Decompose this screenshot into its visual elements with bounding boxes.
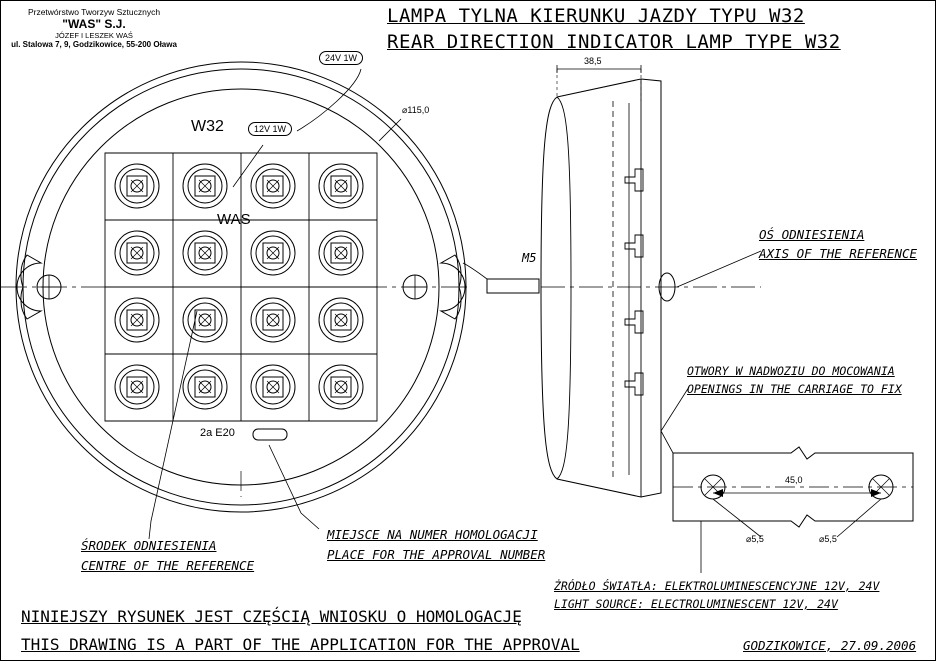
company-stamp-line3: JÓZEF I LESZEK WAŚ	[55, 31, 133, 40]
callout-light-source-pl: ŻRÓDŁO ŚWIATŁA: ELEKTROLUMINESCENCYJNE 12V, 24V	[554, 579, 880, 593]
front-view-type-label: W32	[191, 118, 224, 135]
led-element	[115, 164, 159, 208]
led-element	[251, 298, 295, 342]
hole-dim-leader-right	[837, 499, 881, 537]
led-element	[183, 231, 227, 275]
lens-inner-contour	[557, 97, 571, 479]
lamp-body-profile	[541, 79, 661, 497]
voltage-tag-12v: 12V 1W	[248, 122, 292, 136]
led-element	[319, 365, 363, 409]
title-line-en: REAR DIRECTION INDICATOR LAMP TYPE W32	[387, 31, 841, 53]
led-element	[183, 365, 227, 409]
m5-stud	[487, 279, 539, 293]
led-element	[251, 231, 295, 275]
company-stamp-line4: ul. Stalowa 7, 9, Godzikowice, 55-200 Oława	[11, 40, 177, 49]
footer-note-pl: NINIEJSZY RYSUNEK JEST CZĘŚCIĄ WNIOSKU O HOMOLOGACJĘ	[21, 607, 522, 626]
front-view-brand-label: WAS	[217, 211, 251, 228]
voltage-tag-24v: 24V 1W	[319, 51, 363, 65]
led-element	[251, 365, 295, 409]
callout-centre-reference-pl: ŚRODEK ODNIESIENIA	[81, 538, 217, 553]
detail-center-distance-dim: 45,0	[785, 475, 803, 485]
led-element	[251, 164, 295, 208]
led-element	[183, 164, 227, 208]
led-element	[115, 231, 159, 275]
callout-approval-place-pl: MIEJSCE NA NUMER HOMOLOGACJI	[327, 527, 538, 542]
led-element	[183, 298, 227, 342]
led-element	[319, 231, 363, 275]
hole-dim-leader-left	[713, 499, 761, 537]
company-stamp-line1: Przetwórstwo Tworzyw Sztucznych	[27, 7, 161, 17]
front-view-group	[1, 62, 471, 512]
side-view-group	[463, 65, 761, 497]
led-array	[115, 164, 363, 409]
callout-openings-pl: OTWORY W NADWOZIU DO MOCOWANIA	[687, 364, 895, 378]
callout-axis-reference-en: AXIS OF THE REFERENCE	[759, 246, 918, 261]
side-view-depth-dim: 38,5	[584, 56, 602, 66]
mounting-detail-group	[661, 387, 913, 537]
company-stamp-line2: "WAS" S.J.	[62, 17, 126, 31]
diameter-leader	[379, 119, 401, 141]
internal-fittings	[625, 169, 643, 395]
m5-leader	[463, 263, 487, 279]
detail-hole-dim-left: ⌀5,5	[746, 534, 764, 544]
footer-note-en: THIS DRAWING IS A PART OF THE APPLICATION FOR THE APPROVAL	[21, 635, 580, 654]
callout-centre-reference-en: CENTRE OF THE REFERENCE	[81, 558, 255, 573]
footer-place-date: GODZIKOWICE, 27.09.2006	[743, 638, 917, 653]
callout-approval-place-en: PLACE FOR THE APPROVAL NUMBER	[327, 547, 546, 562]
openings-note-leader	[661, 387, 689, 453]
detail-hole-dim-right: ⌀5,5	[819, 534, 837, 544]
callout-light-source-en: LIGHT SOURCE: ELECTROLUMINESCENT 12V, 24V	[554, 597, 838, 611]
led-element	[319, 164, 363, 208]
approval-number-slot	[253, 429, 287, 440]
approval-mark-label: 2a E20	[200, 427, 235, 439]
axis-reference-leader	[677, 251, 761, 287]
title-line-pl: LAMPA TYLNA KIERUNKU JAZDY TYPU W32	[387, 5, 805, 27]
callout-openings-en: OPENINGS IN THE CARRIAGE TO FIX	[687, 382, 902, 396]
callout-axis-reference-pl: OŚ ODNIESIENIA	[759, 227, 865, 242]
led-element	[115, 298, 159, 342]
front-view-diameter-dim: ⌀115,0	[402, 105, 430, 115]
m5-thread-label: M5	[522, 251, 537, 265]
led-element	[115, 365, 159, 409]
callout-leaders	[149, 69, 701, 573]
led-element	[319, 298, 363, 342]
